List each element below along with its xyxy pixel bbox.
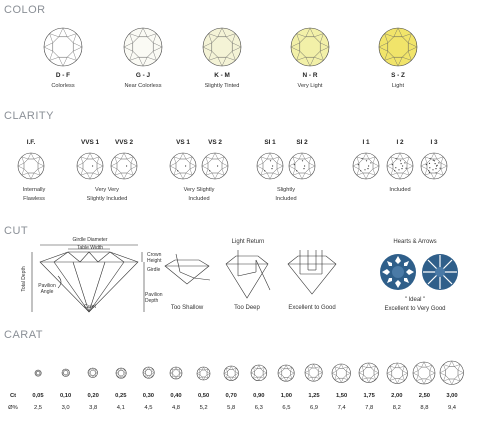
clarity-grade: VVS 1	[80, 139, 100, 146]
carat-diamond-icon	[412, 361, 436, 385]
carat-mm-value: 6,9	[309, 405, 319, 411]
carat-diamond-icon	[250, 364, 268, 382]
clarity-diamond-icon	[201, 152, 229, 180]
section-title-cut: CUT	[4, 225, 29, 237]
clarity-grade: I 3	[430, 139, 438, 146]
cut-type-label: Too Deep	[234, 305, 260, 311]
color-grade: G - J	[135, 72, 151, 79]
cut-type-label: Excellent to Good	[288, 305, 336, 311]
carat-diamond-icon	[304, 363, 323, 382]
carat-mm-value: 7,4	[337, 405, 346, 411]
carat-mm-value: 2,5	[33, 405, 43, 411]
clarity-diamond-icon	[420, 152, 448, 180]
ideal-sub-label: Excellent to Very Good	[384, 306, 446, 312]
carat-ct-value: 0,50	[197, 393, 210, 399]
clarity-grade: I 1	[362, 139, 370, 146]
color-diamond-icon	[43, 27, 83, 67]
carat-mm-value: 6,5	[282, 405, 291, 411]
carat-mm-value: 5,8	[227, 405, 236, 411]
carat-mm-value: 6,3	[254, 405, 263, 411]
carat-ct-value: 1,25	[308, 393, 320, 399]
clarity-diamond-icon	[352, 152, 380, 180]
carat-mm-value: 4,1	[116, 405, 125, 411]
carat-diamond-icon	[331, 363, 352, 384]
ideal-label: " Ideal "	[404, 297, 426, 303]
clarity-grade: I.F.	[26, 139, 36, 146]
carat-mm-value: 4,8	[171, 405, 181, 411]
carat-ct-value: 0,05	[32, 393, 44, 399]
section-title-clarity: CLARITY	[4, 110, 54, 122]
clarity-grade: VVS 2	[114, 139, 134, 146]
cut-type-label: Too Shallow	[170, 305, 204, 311]
label-pavilion-depth: Pavilion Depth	[145, 292, 163, 304]
clarity-grade: SI 2	[296, 139, 308, 146]
carat-mm-value: 3,8	[89, 405, 98, 411]
carat-diamond-icon	[87, 367, 99, 379]
clarity-group: Internally Flawless	[22, 187, 46, 202]
carat-mm-value: 3,0	[61, 405, 70, 411]
carat-ct-value: 0,90	[253, 393, 265, 399]
label-girdle: Girdle	[147, 267, 161, 273]
color-diamond-icon	[202, 27, 242, 67]
carat-diamond-icon	[358, 362, 380, 384]
section-title-color: COLOR	[4, 4, 46, 16]
clarity-grade: VS 2	[208, 139, 222, 146]
label-total-depth: Total Depth	[21, 266, 27, 292]
label-crown-height: Crown Height	[147, 252, 162, 264]
carat-ct-value: 0,70	[225, 393, 237, 399]
carat-mm-value: 4,5	[144, 405, 153, 411]
color-grade: K - M	[214, 72, 230, 79]
carat-mm-value: 7,8	[365, 405, 374, 411]
carat-ct-label: Ct	[9, 393, 17, 399]
clarity-diamond-icon	[17, 152, 45, 180]
color-desc: Slightly Tinted	[204, 83, 240, 89]
carat-ct-value: 1,50	[335, 393, 348, 399]
carat-mm-value: 8,8	[420, 405, 429, 411]
carat-ct-value: 1,00	[280, 393, 293, 399]
label-culet: Culet	[84, 304, 96, 310]
section-title-carat: CARAT	[4, 329, 43, 341]
clarity-diamond-icon	[169, 152, 197, 180]
carat-mm-value: 9,4	[447, 405, 457, 411]
cut-too-deep-diagram	[220, 250, 274, 302]
clarity-diamond-icon	[256, 152, 284, 180]
carat-ct-value: 0,30	[142, 393, 155, 399]
label-pavilion-angle: Pavilion Angle	[38, 283, 56, 295]
color-desc: Colorless	[51, 83, 75, 89]
carat-ct-value: 0,10	[59, 393, 72, 399]
cut-excellent-diagram	[282, 250, 342, 300]
clarity-grade: SI 1	[264, 139, 276, 146]
carat-ct-value: 0,25	[115, 393, 127, 399]
color-grade: D - F	[55, 72, 71, 79]
clarity-group: Very Slightly Included	[183, 187, 215, 202]
color-diamond-icon	[378, 27, 418, 67]
arrows-pattern-icon	[420, 252, 460, 292]
carat-mm-label: Ø%	[8, 405, 18, 411]
carat-diamond-icon	[277, 364, 295, 382]
clarity-group: Included	[389, 187, 411, 193]
carat-diamond-icon	[439, 360, 465, 386]
carat-ct-value: 2,50	[418, 393, 431, 399]
carat-ct-value: 1,75	[363, 393, 375, 399]
carat-mm-value: 8,2	[392, 405, 401, 411]
carat-diamond-icon	[223, 365, 240, 382]
clarity-diamond-icon	[76, 152, 104, 180]
clarity-group: Very Very Slightly Included	[86, 187, 128, 202]
hearts-pattern-icon	[378, 252, 418, 292]
carat-ct-value: 3,00	[446, 393, 458, 399]
light-return-label: Light Return	[231, 239, 265, 245]
carat-diamond-icon	[386, 362, 409, 385]
carat-diamond-icon	[115, 367, 127, 379]
cut-too-shallow-diagram	[160, 250, 214, 296]
carat-diamond-icon	[196, 366, 211, 381]
label-girdle-diameter: Girdle Diameter	[72, 237, 108, 243]
color-grade: N - R	[302, 72, 318, 79]
clarity-diamond-icon	[288, 152, 316, 180]
clarity-diamond-icon	[110, 152, 138, 180]
clarity-grade: VS 1	[176, 139, 190, 146]
carat-diamond-icon	[61, 368, 71, 378]
label-table-width: Table Width	[76, 245, 104, 251]
carat-diamond-icon	[142, 366, 155, 379]
clarity-grade: I 2	[396, 139, 404, 146]
color-desc: Light	[391, 83, 405, 89]
carat-mm-value: 5,2	[199, 405, 208, 411]
color-diamond-icon	[290, 27, 330, 67]
carat-ct-value: 2,00	[391, 393, 403, 399]
clarity-group: Slightly Included	[275, 187, 297, 202]
carat-diamond-icon	[169, 366, 183, 380]
color-desc: Near Colorless	[124, 83, 162, 89]
hearts-arrows-label: Hearts & Arrows	[393, 239, 437, 245]
color-desc: Very Light	[297, 83, 323, 89]
clarity-diamond-icon	[386, 152, 414, 180]
carat-diamond-icon	[34, 369, 42, 377]
carat-ct-value: 0,40	[170, 393, 182, 399]
color-grade: S - Z	[391, 72, 405, 79]
carat-ct-value: 0,20	[87, 393, 99, 399]
color-diamond-icon	[123, 27, 163, 67]
